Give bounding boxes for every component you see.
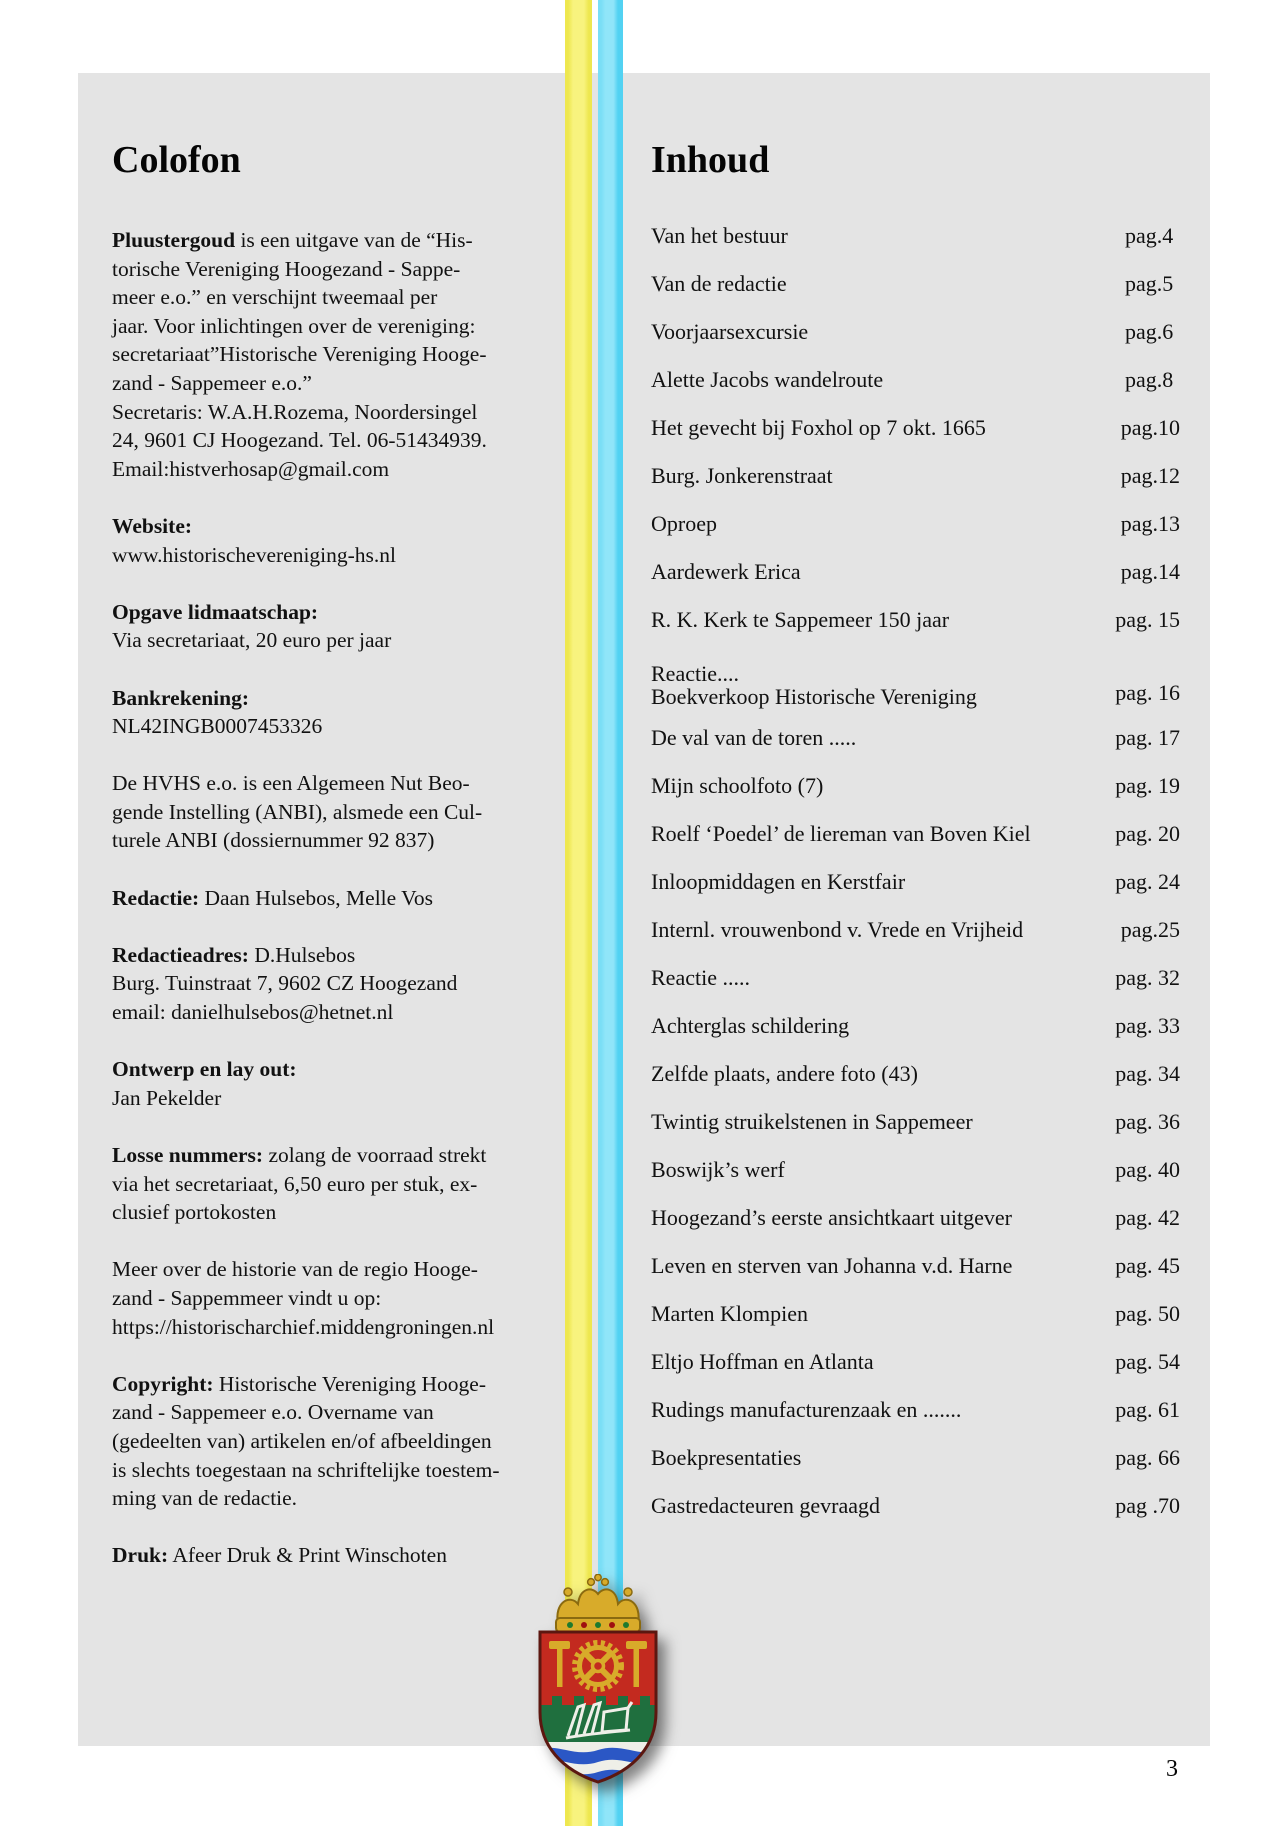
colofon-section <box>112 769 562 855</box>
colofon-section <box>112 1370 562 1513</box>
toc-item: Twintig struikelstenen in Sappemeer pag. 36 <box>651 1109 1180 1134</box>
text-line: Via secretariaat, 20 euro per jaar <box>112 628 392 653</box>
toc-page-number: pag.25 <box>1120 917 1180 942</box>
toc-page-number: pag. 24 <box>1115 869 1180 894</box>
text-line: Losse nummers: zolang de voorraad strekt <box>112 1143 487 1167</box>
toc-item: De val van de toren ..... pag. 17 <box>651 725 1180 750</box>
text-line: Burg. Tuinstraat 7, 9602 CZ Hoogezand <box>112 971 458 996</box>
colofon-section <box>112 598 562 655</box>
toc-item: Leven en sterven van Johanna v.d. Harne pag. 45 <box>651 1253 1180 1278</box>
text-line: zand - Sappemeer e.o. Overname van <box>112 1400 434 1425</box>
toc-page-number: pag.12 <box>1120 463 1180 488</box>
toc-page-number: pag. 50 <box>1115 1301 1180 1326</box>
email-text: Email:histverhosap@gmail.com <box>112 456 390 481</box>
colofon-section <box>112 226 562 483</box>
toc-page-number: pag. 45 <box>1115 1253 1180 1278</box>
colofon-section <box>112 941 562 1027</box>
toc-item: Rudings manufacturenzaak en ....... pag. 61 <box>651 1397 1180 1422</box>
toc-item: R. K. Kerk te Sappemeer 150 jaar pag. 15 <box>651 607 1180 632</box>
crown-icon <box>556 1574 640 1632</box>
toc-page-number: pag. 54 <box>1115 1349 1180 1374</box>
toc-item: Van de redactie pag.5 <box>651 271 1174 296</box>
colofon-body <box>112 226 562 1570</box>
shield-icon <box>540 1632 656 1786</box>
colofon-section <box>112 1141 562 1227</box>
text-line: (gedeelten van) artikelen en/of afbeeldingen <box>112 1428 492 1453</box>
toc-item: Burg. Jonkerenstraat pag.12 <box>651 463 1180 488</box>
text-line: torische Vereniging Hoogezand - Sappe- <box>112 256 461 281</box>
text-line: Website: <box>112 513 193 538</box>
toc-item: Boekpresentaties pag. 66 <box>651 1445 1180 1470</box>
text-line: clusief portokosten <box>112 1200 277 1225</box>
toc-page-number: pag. 16 <box>1115 680 1180 705</box>
colofon-section <box>112 684 562 741</box>
toc-page-number: pag. 32 <box>1115 965 1180 990</box>
toc-item: Roelf ‘Poedel’ de liereman van Boven Kiel pag. 20 <box>651 821 1180 846</box>
toc-item-two-line <box>651 644 1180 714</box>
toc-item: Zelfde plaats, andere foto (43) pag. 34 <box>651 1061 1180 1086</box>
website-text: www.historischevereniging-hs.nl <box>112 542 397 567</box>
toc-item: Mijn schoolfoto (7) pag. 19 <box>651 773 1180 798</box>
toc-page-number: pag. 34 <box>1115 1061 1180 1086</box>
toc-item: Hoogezand’s eerste ansichtkaart uitgever pag. 42 <box>651 1205 1180 1230</box>
toc-item: Alette Jacobs wandelroute pag.8 <box>651 367 1174 392</box>
toc-page-number: pag.13 <box>1120 511 1180 536</box>
text-line: Secretaris: W.A.H.Rozema, Noordersingel <box>112 399 478 424</box>
text-line: Redactie: Daan Hulsebos, Melle Vos <box>112 885 434 910</box>
toc-page-number: pag. 17 <box>1115 725 1180 750</box>
toc-item: Internl. vrouwenbond v. Vrede en Vrijheid pag.25 <box>651 917 1180 942</box>
toc-label-line1: Reactie.... <box>651 662 739 686</box>
toc-page-number: pag.4 <box>1125 223 1174 248</box>
hoogezand-sappemeer-crest-icon <box>528 1574 668 1786</box>
toc-page-number: pag. 19 <box>1115 773 1180 798</box>
text-line: Druk: Afeer Druk & Print Winschoten <box>112 1543 447 1568</box>
text-line: Copyright: Historische Vereniging Hooge- <box>112 1371 487 1396</box>
colofon-section <box>112 1541 562 1570</box>
toc-page-number: pag.10 <box>1120 415 1180 440</box>
text-line: zand - Sappemeer e.o.” <box>112 370 312 395</box>
toc-page-number: pag. 42 <box>1115 1205 1180 1230</box>
archive-url-text: https://historischarchief.middengroningen.nl <box>112 1314 495 1339</box>
text-line: gende Instelling (ANBI), alsmede een Cul- <box>112 799 483 824</box>
text-line: Pluustergoud is een uitgave van de “His- <box>112 228 473 252</box>
toc-item: Marten Klompien pag. 50 <box>651 1301 1180 1326</box>
text-line: Bankrekening: <box>112 685 249 710</box>
toc-item: Eltjo Hoffman en Atlanta pag. 54 <box>651 1349 1180 1374</box>
colofon-section <box>112 884 562 913</box>
toc-page-number: pag. 36 <box>1115 1109 1180 1134</box>
text-line: Jan Pekelder <box>112 1085 222 1110</box>
toc-page-number: pag.5 <box>1125 271 1174 296</box>
inhoud-column <box>651 140 1180 1530</box>
toc-page-number: pag. 61 <box>1115 1397 1180 1422</box>
toc-page-number: pag.14 <box>1120 559 1180 584</box>
toc-page-number: pag. 15 <box>1115 607 1180 632</box>
toc-item: Boswijk’s werf pag. 40 <box>651 1157 1180 1182</box>
text-line: is slechts toegestaan na schriftelijke toestem- <box>112 1457 500 1482</box>
text-line: secretariaat”Historische Vereniging Hooge- <box>112 342 487 367</box>
toc-page-number: pag. 40 <box>1115 1157 1180 1182</box>
toc-page-number: pag. 33 <box>1115 1013 1180 1038</box>
toc-page-number: pag. 20 <box>1115 821 1180 846</box>
text-line: meer e.o.” en verschijnt tweemaal per <box>112 285 438 310</box>
text-line: Opgave lidmaatschap: <box>112 599 319 624</box>
page-number: 3 <box>1166 1756 1178 1782</box>
toc-item: Het gevecht bij Foxhol op 7 okt. 1665 pag.10 <box>651 415 1180 440</box>
toc-item: Reactie ..... pag. 32 <box>651 965 1180 990</box>
text-line: De HVHS e.o. is een Algemeen Nut Beo- <box>112 771 470 796</box>
colofon-column <box>112 140 562 1570</box>
text-line: Redactieadres: D.Hulsebos <box>112 942 356 967</box>
toc-page-number: pag.8 <box>1125 367 1174 392</box>
text-line: via het secretariaat, 6,50 euro per stuk, ex- <box>112 1171 478 1196</box>
email-text: email: danielhulsebos@hetnet.nl <box>112 1000 394 1025</box>
vertical-yellow-stripe <box>565 0 592 1826</box>
colofon-section <box>112 1255 562 1341</box>
colofon-section <box>112 1055 562 1112</box>
text-line: 24, 9601 CJ Hoogezand. Tel. 06-51434939. <box>112 428 487 453</box>
text-line: jaar. Voor inlichtingen over de vereniging: <box>112 313 476 338</box>
bank-account-text: NL42INGB0007453326 <box>112 714 323 739</box>
toc-page-number: pag. 66 <box>1115 1445 1180 1470</box>
toc-label-line2: Boekverkoop Historische Vereniging <box>651 684 977 709</box>
text-line: Meer over de historie van de regio Hooge- <box>112 1257 478 1282</box>
toc-item: Gastredacteuren gevraagd pag .70 <box>651 1493 1180 1518</box>
text-line: Ontwerp en lay out: <box>112 1057 297 1082</box>
toc-item: Achterglas schildering pag. 33 <box>651 1013 1180 1038</box>
text-line: turele ANBI (dossiernummer 92 837) <box>112 828 435 853</box>
toc-item: Voorjaarsexcursie pag.6 <box>651 319 1174 344</box>
toc-item: Oproep pag.13 <box>651 511 1180 536</box>
colofon-title: Colofon <box>112 139 241 181</box>
toc-item: Inloopmiddagen en Kerstfair pag. 24 <box>651 869 1180 894</box>
text-line: ming van de redactie. <box>112 1486 298 1511</box>
vertical-cyan-stripe <box>598 0 623 1826</box>
inhoud-title: Inhoud <box>651 139 770 181</box>
colofon-section <box>112 512 562 569</box>
table-of-contents <box>651 212 1180 1530</box>
toc-item: Van het bestuur pag.4 <box>651 223 1174 248</box>
text-line: zand - Sappemmeer vindt u op: <box>112 1285 382 1310</box>
toc-item: Aardewerk Erica pag.14 <box>651 559 1180 584</box>
toc-page-number: pag .70 <box>1115 1493 1180 1518</box>
toc-page-number: pag.6 <box>1125 319 1174 344</box>
